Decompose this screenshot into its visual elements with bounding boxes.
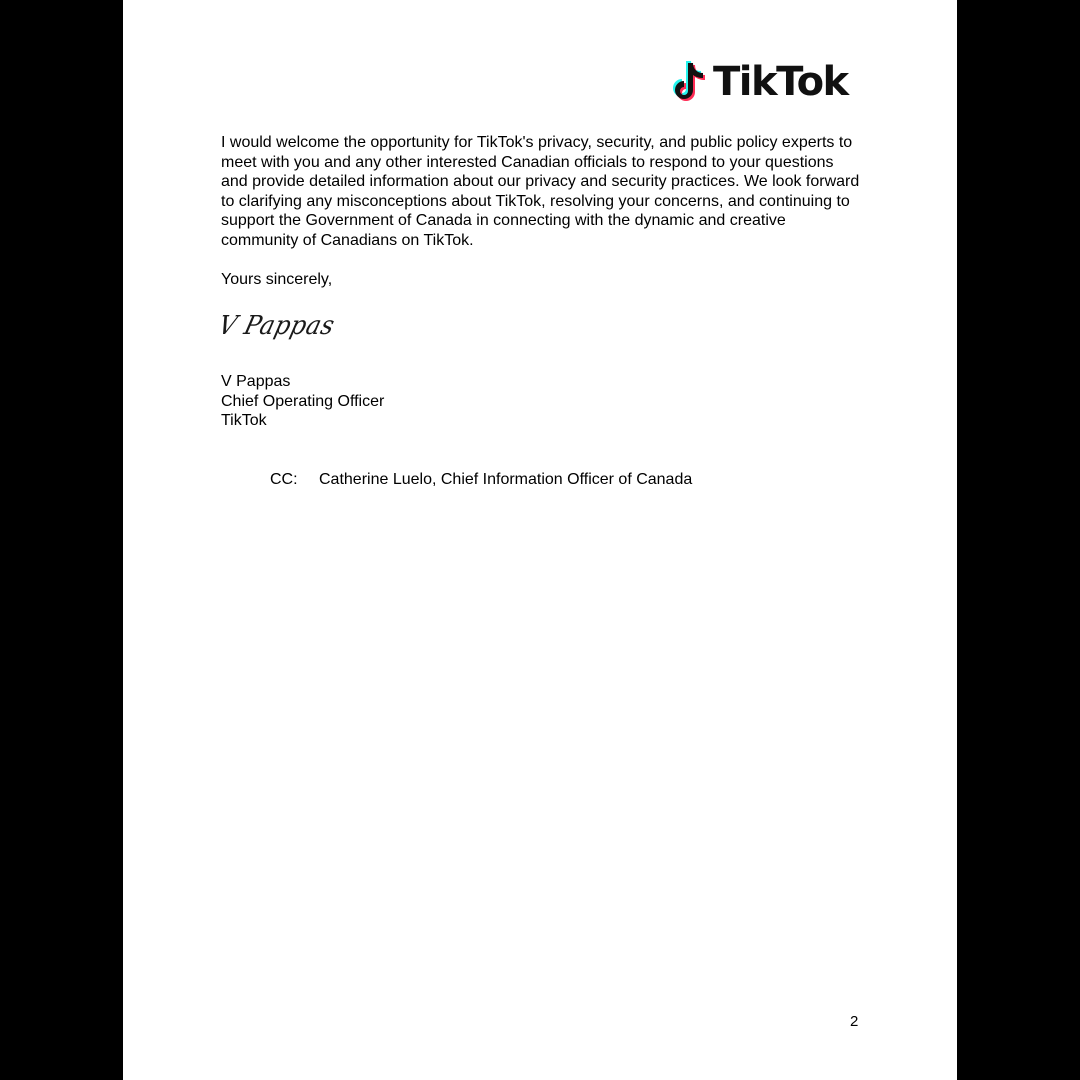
signer-title: Chief Operating Officer: [221, 392, 385, 410]
letter-paragraph: I would welcome the opportunity for TikTok's privacy, security, and public policy experts to meet with you and any other interested Canadian officials to respond to your questions and provide detailed information about our privacy and security practices. We look forward to clarifying any misconceptions about TikTok, resolving your concerns, and continuing to support the Government of Canada in connecting with the dynamic and creative community of Canadians on TikTok.: [221, 134, 860, 249]
signer-name: V Pappas: [221, 373, 291, 390]
signer-company: TikTok: [221, 412, 267, 430]
cc-recipient: Catherine Luelo, Chief Information Officer of Canada: [319, 471, 693, 488]
tiktok-logo-text: TikTok: [713, 59, 848, 105]
handwritten-signature: V Pappas: [215, 311, 338, 341]
document-page: [123, 0, 957, 1080]
cc-line: [270, 470, 692, 490]
cc-label: CC:: [270, 471, 298, 488]
signature-block: [221, 372, 384, 431]
page-number: 2: [850, 1013, 859, 1030]
letter-closing: Yours sincerely,: [221, 271, 333, 288]
tiktok-logo: [666, 58, 866, 108]
tiktok-note-icon: [666, 60, 710, 106]
